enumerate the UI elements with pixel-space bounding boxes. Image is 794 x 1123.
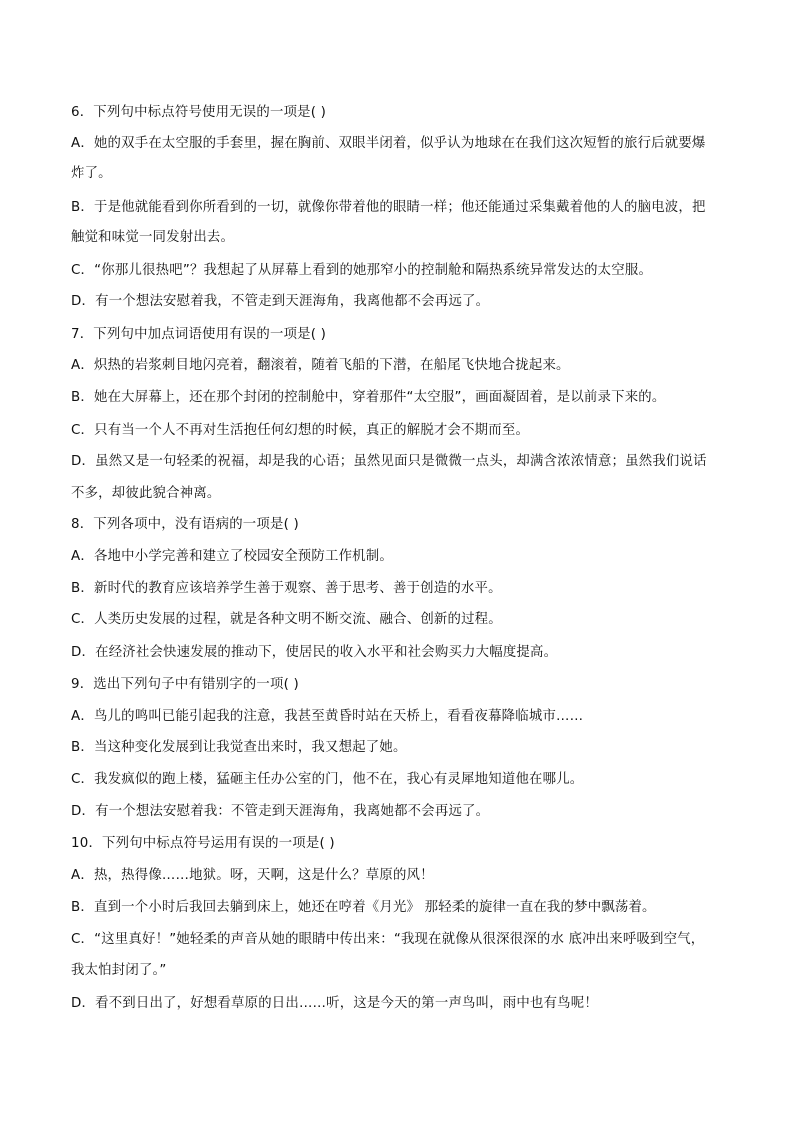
question-6-option-b: B．于是他就能看到你所看到的一切，就像你带着他的眼睛一样；他还能通过采集戴着他的人的脑电波，把 [71, 200, 706, 215]
question-6-option-a: A．她的双手在太空服的手套里，握在胸前、双眼半闭着，似乎认为地球在在我们这次短暂的旅行后就要爆 [71, 136, 706, 151]
question-8-option-d: D．在经济社会快速发展的推动下，使居民的收入水平和社会购买力大幅度提高。 [71, 645, 558, 660]
question-10-stem: 10．下列句中标点符号运用有误的一项是( ) [71, 836, 335, 851]
question-7-option-c: C．只有当一个人不再对生活抱任何幻想的时候，真正的解脱才会不期而至。 [71, 423, 530, 438]
question-8-option-c: C．人类历史发展的过程，就是各种文明不断交流、融合、创新的过程。 [71, 612, 502, 627]
question-8-stem: 8．下列各项中，没有语病的一项是( ) [71, 517, 299, 532]
question-8-option-b: B．新时代的教育应该培养学生善于观察、善于思考、善于创造的水平。 [71, 581, 502, 596]
question-7-option-a: A．炽热的岩浆刺目地闪亮着，翻滚着，随着飞船的下潜，在船尾飞快地合拢起来。 [71, 358, 570, 373]
question-9-option-d: D．有一个想法安慰着我：不管走到天涯海角，我离她都不会再远了。 [71, 804, 490, 819]
question-6-option-d: D．有一个想法安慰着我，不管走到天涯海角，我离他都不会再远了。 [71, 294, 490, 309]
question-10-option-c-cont: 我太怕封闭了。” [71, 963, 167, 978]
question-7-option-b: B．她在大屏幕上，还在那个封闭的控制舱中，穿着那件“太空服”，画面凝固着，是以前录下来的。 [71, 390, 666, 405]
question-7-stem: 7．下列句中加点词语使用有误的一项是( ) [71, 327, 327, 342]
question-6-option-a-cont: 炸了。 [71, 166, 112, 181]
question-10-option-c: C．“这里真好！”她轻柔的声音从她的眼睛中传出来：“我现在就像从很深很深的水 底冲出来呼吸到空气， [71, 932, 705, 947]
question-10-option-a: A．热，热得像……地狱。呀，天啊，这是什么？草原的风！ [71, 868, 434, 883]
question-10-option-d: D．看不到日出了，好想看草原的日出……听，这是今天的第一声鸟叫，雨中也有鸟呢！ [71, 996, 598, 1011]
question-7-option-d-cont: 不多，却彼此貌合神离。 [71, 486, 221, 501]
question-9-option-b: B．当这种变化发展到让我觉查出来时，我又想起了她。 [71, 740, 407, 755]
question-10-option-b: B．直到一个小时后我回去躺到床上，她还在哼着《月光》 那轻柔的旋律一直在我的梦中飘荡着。 [71, 900, 656, 915]
question-8-option-a: A．各地中小学完善和建立了校园安全预防工作机制。 [71, 549, 393, 564]
question-9-option-c: C．我发疯似的跑上楼，猛砸主任办公室的门，他不在，我心有灵犀地知道他在哪儿。 [71, 772, 584, 787]
question-9-option-a: A．鸟儿的鸣叫已能引起我的注意，我甚至黄昏时站在天桥上，看看夜幕降临城市…… [71, 709, 584, 724]
question-6-option-c: C．“你那儿很热吧”？我想起了从屏幕上看到的她那窄小的控制舱和隔热系统异常发达的太空服。 [71, 263, 653, 278]
question-6-stem: 6．下列句中标点符号使用无误的一项是( ) [71, 105, 327, 120]
question-9-stem: 9．选出下列句子中有错别字的一项( ) [71, 677, 299, 692]
question-7-option-d: D．虽然又是一句轻柔的祝福，却是我的心语；虽然见面只是微微一点头，却满含浓浓情意；虽然我们说话 [71, 454, 707, 469]
question-6-option-b-cont: 触觉和味觉一同发射出去。 [71, 230, 235, 245]
